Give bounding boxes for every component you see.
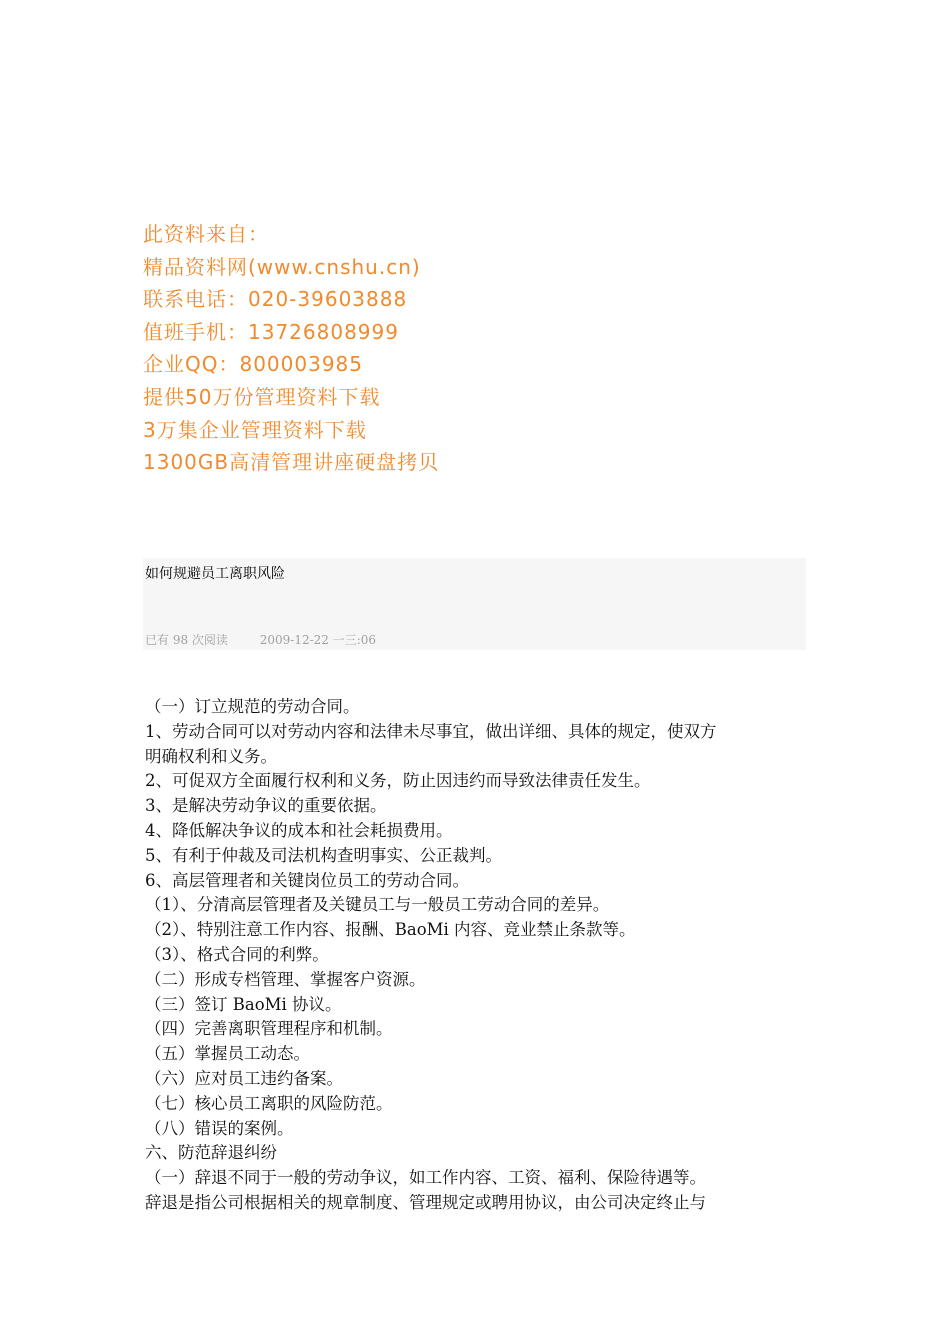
body-line: （七）核心员工离职的风险防范。 — [145, 1093, 393, 1113]
source-phone: 联系电话：020-39603888 — [143, 287, 408, 312]
read-count: 已有 98 次阅读 — [145, 633, 228, 647]
body-line: 3、是解决劳动争议的重要依据。 — [145, 796, 387, 816]
article-body — [145, 695, 809, 1216]
body-line: （四）完善离职管理程序和机制。 — [145, 1019, 393, 1039]
body-line: （二）形成专档管理、掌握客户资源。 — [145, 969, 426, 989]
body-line: （五）掌握员工动态。 — [145, 1044, 310, 1064]
body-line: （六）应对员工违约备案。 — [145, 1068, 343, 1088]
body-line: （2）、特别注意工作内容、报酬、BaoMi 内容、竞业禁止条款等。 — [145, 920, 636, 940]
body-line: （一）辞退不同于一般的劳动争议，如工作内容、工资、福利、保险待遇等。 — [145, 1168, 706, 1188]
body-line: 明确权利和义务。 — [145, 746, 277, 766]
article-meta — [145, 631, 376, 648]
source-info-block — [143, 218, 703, 479]
source-website: 精品资料网(www.cnshu.cn) — [143, 254, 421, 279]
body-line: 辞退是指公司根据相关的规章制度、管理规定或聘用协议，由公司决定终止与 — [145, 1192, 706, 1212]
body-line: （3）、格式合同的利弊。 — [145, 944, 329, 964]
article-header — [143, 558, 806, 650]
source-offer-2: 3万集企业管理资料下载 — [143, 417, 367, 442]
body-line: 5、有利于仲裁及司法机构查明事实、公正裁判。 — [145, 845, 502, 865]
source-intro: 此资料来自： — [143, 222, 269, 246]
source-mobile: 值班手机：13726808999 — [143, 319, 399, 344]
body-line: 六、防范辞退纠纷 — [145, 1143, 277, 1163]
body-line: （八）错误的案例。 — [145, 1118, 294, 1138]
body-line: 4、降低解决争议的成本和社会耗损费用。 — [145, 820, 453, 840]
publish-datetime: 2009-12-22 一三:06 — [259, 633, 377, 647]
body-line: 6、高层管理者和关键岗位员工的劳动合同。 — [145, 870, 469, 890]
body-line: （一）订立规范的劳动合同。 — [145, 697, 360, 716]
body-line: （三）签订 BaoMi 协议。 — [145, 994, 342, 1014]
body-line: 2、可促双方全面履行权利和义务，防止因违约而导致法律责任发生。 — [145, 771, 651, 791]
source-qq: 企业QQ：800003985 — [143, 352, 364, 377]
body-line: 1、劳动合同可以对劳动内容和法律未尽事宜，做出详细、具体的规定，使双方 — [145, 721, 717, 741]
article-title: 如何规避员工离职风险 — [145, 566, 285, 582]
body-line: （1）、分清高层管理者及关键员工与一般员工劳动合同的差异。 — [145, 895, 610, 915]
source-offer-3: 1300GB高清管理讲座硬盘拷贝 — [143, 450, 440, 475]
source-offer-1: 提供50万份管理资料下载 — [143, 384, 381, 409]
